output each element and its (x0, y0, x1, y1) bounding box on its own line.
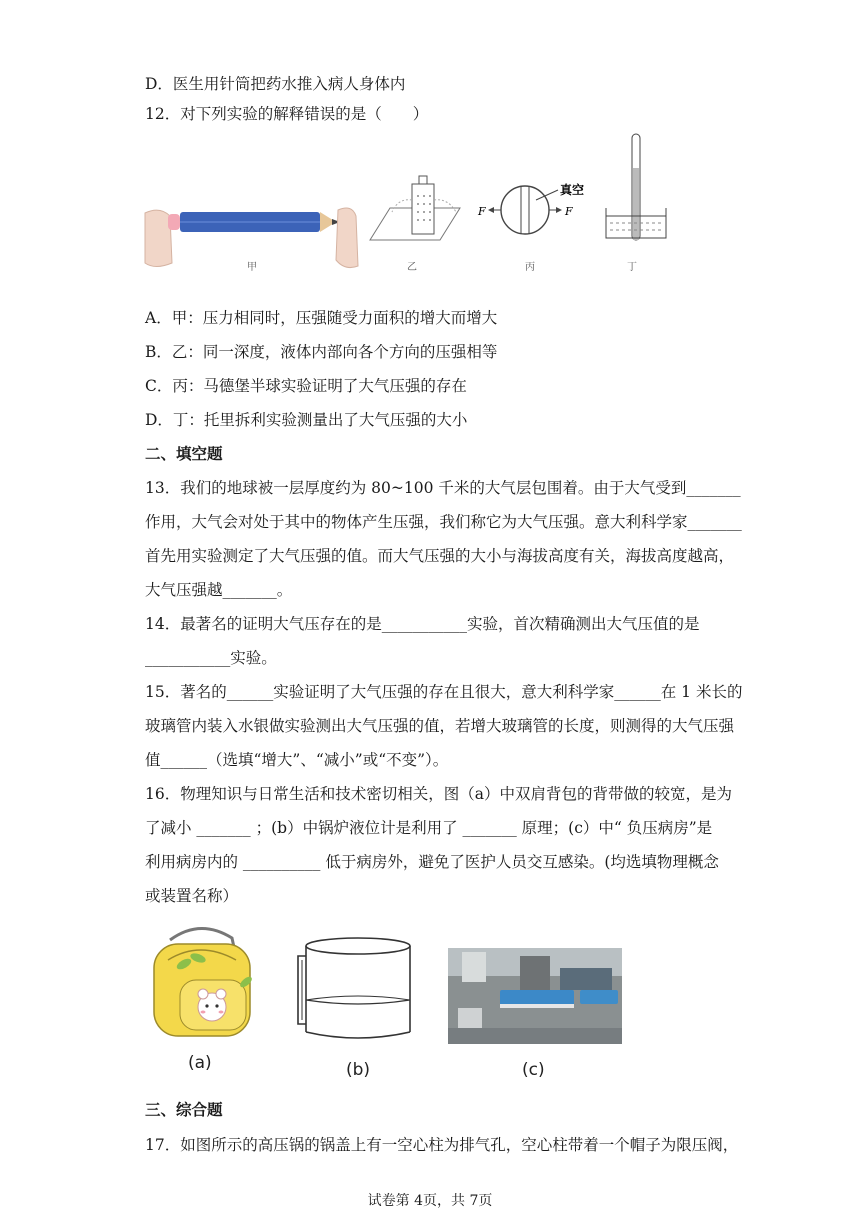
question-16-line-2: 了减小 _______ ；(b）中锅炉液位计是利用了 _______ 原理；(c）中“ 负压病房”是 (145, 819, 713, 837)
question-15-line-3: 值______（选填“增大”、“减小”或“不变”）。 (145, 751, 449, 769)
figure-label-bing: 丙 (525, 262, 535, 273)
force-left-label: F (478, 205, 486, 218)
figure-label-a: (a) (188, 1053, 212, 1073)
option-d-q12: D．丁：托里拆利实验测量出了大气压强的大小 (145, 411, 468, 429)
question-16-line-1: 16．物理知识与日常生活和技术密切相关，图（a）中双肩背包的背带做的较宽，是为 (145, 785, 732, 803)
backpack-illustration (154, 928, 254, 1036)
option-d-q11: D．医生用针筒把药水推入病人身体内 (145, 75, 406, 93)
vacuum-label: 真空 (560, 183, 585, 197)
question-13-line-1: 13．我们的地球被一层厚度约为 80~100 千米的大气层包围着。由于大气受到_______ (145, 479, 741, 497)
question-12: 12．对下列实验的解释错误的是（ ） (145, 105, 429, 123)
question-17-line-1: 17．如图所示的高压锅的锅盖上有一空心柱为排气孔，空心柱带着一个帽子为限压阀， (145, 1136, 739, 1154)
figure-q16 (140, 920, 640, 1050)
liquid-level-gauge-illustration (298, 938, 410, 1038)
torricelli-tube-illustration (606, 134, 666, 240)
question-14-line-1: 14．最著名的证明大气压存在的是___________实验，首次精确测出大气压值的是 (145, 615, 700, 633)
section-heading-fill-in: 二、填空题 (145, 444, 223, 463)
question-14-line-2: ___________实验。 (145, 649, 277, 667)
negative-pressure-ward-photo (448, 948, 622, 1044)
figure-label-ding: 丁 (627, 262, 637, 273)
option-a-q12: A．甲：压力相同时，压强随受力面积的增大而增大 (145, 309, 498, 327)
figure-label-jia: 甲 (247, 262, 257, 273)
magdeburg-hemispheres-illustration (488, 186, 562, 234)
figure-label-b: (b) (346, 1060, 371, 1080)
option-c-q12: C．丙：马德堡半球实验证明了大气压强的存在 (145, 377, 467, 395)
force-right-label: F (565, 205, 573, 218)
question-13-line-2: 作用，大气会对处于其中的物体产生压强，我们称它为大气压强。意大利科学家_______ (145, 513, 742, 531)
figure-label-c: (c) (522, 1060, 545, 1080)
bottle-spray-illustration (370, 176, 460, 240)
question-15-line-1: 15．著名的______实验证明了大气压强的存在且很大，意大利科学家______在 1 米长的 (145, 683, 743, 701)
figure-q12 (140, 128, 680, 278)
figure-label-yi: 乙 (407, 262, 417, 273)
option-b-q12: B．乙：同一深度，液体内部向各个方向的压强相等 (145, 343, 498, 361)
question-15-line-2: 玻璃管内装入水银做实验测出大气压强的值，若增大玻璃管的长度，则测得的大气压强 (145, 717, 735, 735)
section-heading-comprehensive: 三、综合题 (145, 1100, 223, 1119)
question-13-line-3: 首先用实验测定了大气压强的值。而大气压强的大小与海拔高度有关，海拔高度越高， (145, 547, 735, 565)
question-16-line-3: 利用病房内的 __________ 低于病房外，避免了医护人员交互感染。(均选填物理概念 (145, 853, 719, 871)
page-footer: 试卷第 4页，共 7页 (367, 1193, 493, 1209)
question-13-line-4: 大气压强越_______。 (145, 581, 293, 599)
question-16-line-4: 或装置名称） (145, 887, 239, 905)
